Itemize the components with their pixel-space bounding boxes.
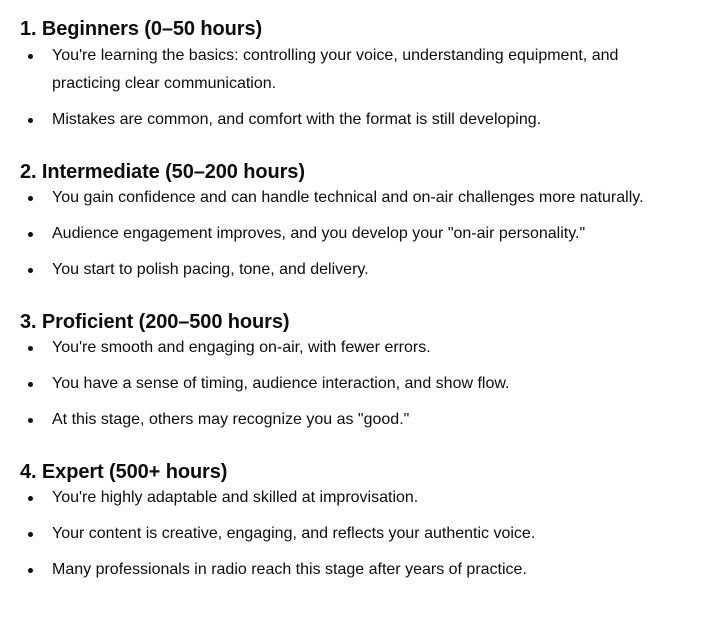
list-item-text: You start to polish pacing, tone, and delivery. <box>52 261 369 278</box>
list-item-text: You're smooth and engaging on-air, with fewer errors. <box>52 339 431 356</box>
list-item-text: Your content is creative, engaging, and reflects your authentic voice. <box>52 525 536 542</box>
bullet-icon <box>28 54 33 59</box>
section-proficient <box>20 292 725 434</box>
section-heading: 2. Intermediate (50–200 hours) <box>20 161 305 183</box>
bullet-icon <box>28 496 33 501</box>
section-intermediate <box>20 142 725 284</box>
section-expert <box>20 442 725 584</box>
list-item-text: Mistakes are common, and comfort with the format is still developing. <box>52 111 542 128</box>
bullet-list <box>20 334 725 434</box>
section-heading: 4. Expert (500+ hours) <box>20 461 228 483</box>
list-item <box>20 406 680 434</box>
section-beginners <box>20 0 725 134</box>
list-item-text: You gain confidence and can handle technical and on-air challenges more naturally. <box>52 189 644 206</box>
list-item <box>20 106 680 134</box>
bullet-icon <box>28 346 33 351</box>
list-item-text: Audience engagement improves, and you develop your "on-air personality." <box>52 225 586 242</box>
list-item <box>20 42 680 98</box>
bullet-list <box>20 184 725 284</box>
bullet-icon <box>28 418 33 423</box>
list-item-text: You have a sense of timing, audience interaction, and show flow. <box>52 375 510 392</box>
list-item-text: At this stage, others may recognize you as "good." <box>52 411 410 428</box>
list-item-text: You're learning the basics: controlling your voice, understanding equipment, and practicing clear communication. <box>52 47 619 92</box>
bullet-list <box>20 42 725 134</box>
list-item <box>20 520 680 548</box>
list-item <box>20 256 680 284</box>
bullet-icon <box>28 232 33 237</box>
section-heading: 1. Beginners (0–50 hours) <box>20 18 263 40</box>
bullet-icon <box>28 382 33 387</box>
list-item-text: Many professionals in radio reach this stage after years of practice. <box>52 561 527 578</box>
list-item <box>20 334 680 362</box>
list-item <box>20 556 680 584</box>
section-heading: 3. Proficient (200–500 hours) <box>20 311 290 333</box>
list-item <box>20 220 680 248</box>
list-item <box>20 370 680 398</box>
bullet-icon <box>28 196 33 201</box>
bullet-icon <box>28 118 33 123</box>
list-item-text: You're highly adaptable and skilled at improvisation. <box>52 489 419 506</box>
list-item <box>20 184 680 212</box>
list-item <box>20 484 680 512</box>
bullet-icon <box>28 268 33 273</box>
bullet-list <box>20 484 725 584</box>
bullet-icon <box>28 532 33 537</box>
bullet-icon <box>28 568 33 573</box>
